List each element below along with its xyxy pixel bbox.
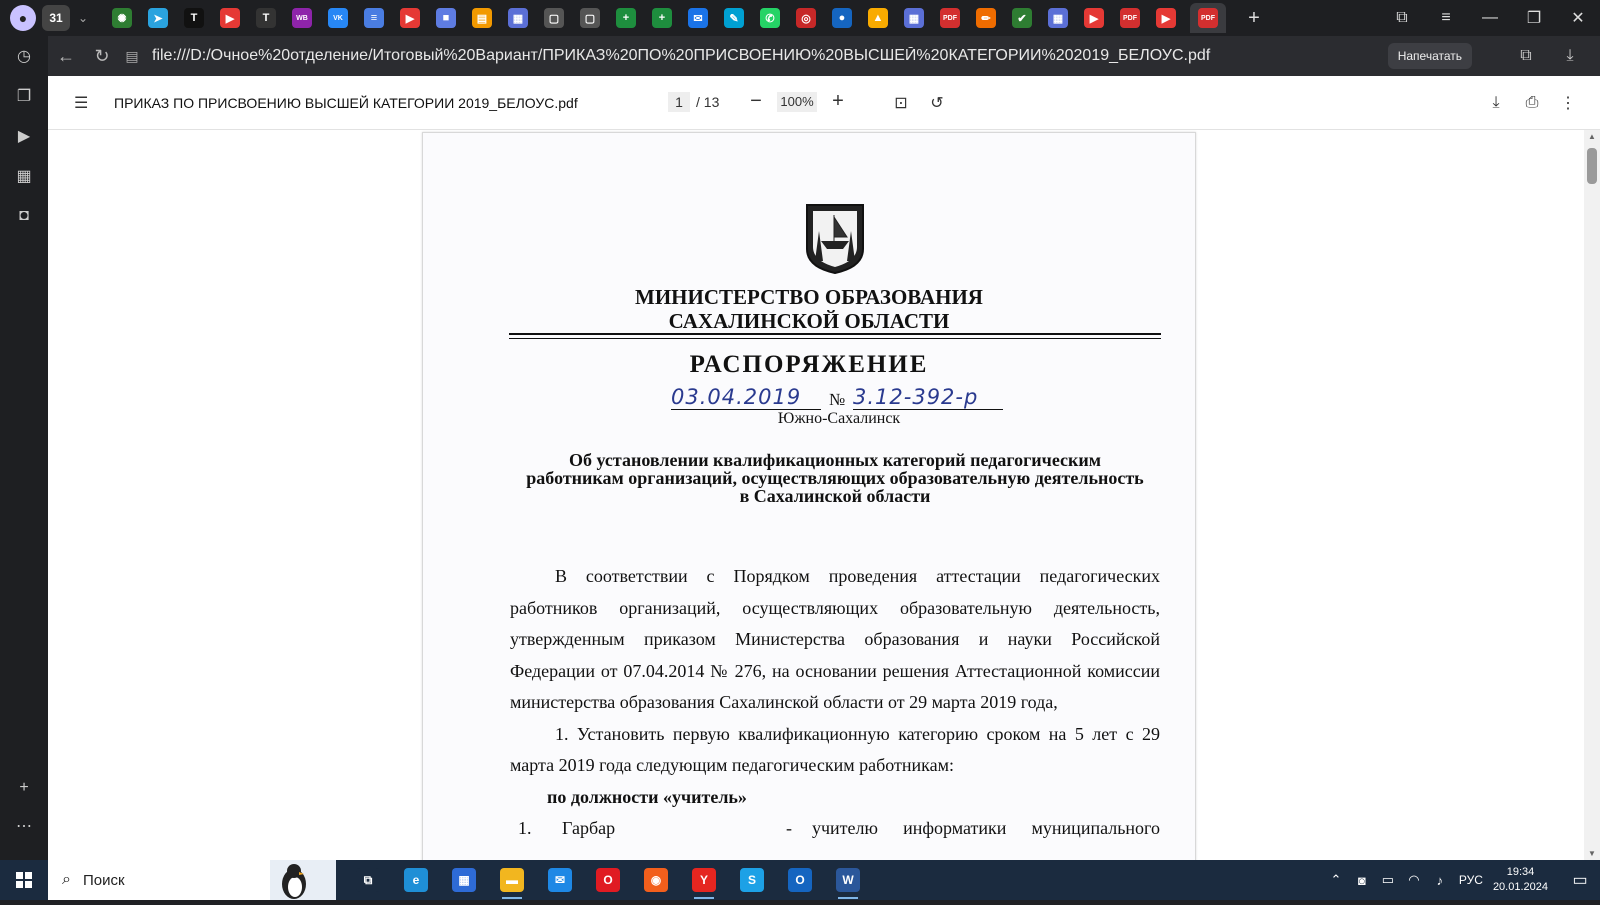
order-date: 03.04.2019 [671, 385, 821, 410]
video-icon[interactable]: ▶ [17, 128, 31, 145]
telegram-icon[interactable]: ➤ [146, 6, 170, 30]
pinned-tabs [104, 3, 1232, 33]
list-item [510, 813, 1160, 845]
browser-sidebar [0, 36, 48, 860]
item-paragraph: 1. Установить первую квалификационную категорию сроком на 5 лет с 29 марта 2019 года следующим педагогическим работникам: [510, 723, 1160, 775]
order-number: 3.12-392-р [853, 385, 1003, 410]
pinned-apps [344, 860, 872, 900]
forms-icon[interactable]: ▦ [1046, 6, 1070, 30]
add-icon[interactable]: + [19, 779, 29, 796]
pdf-toolbar [48, 76, 1600, 130]
drive-icon[interactable]: ▲ [866, 6, 890, 30]
subject-line: в Сахалинской области [739, 486, 931, 506]
system-tray [1323, 860, 1600, 900]
order-body [510, 561, 1160, 845]
slides-icon[interactable]: ▤ [470, 6, 494, 30]
pdf-filename: ПРИКАЗ ПО ПРИСВОЕНИЮ ВЫСШЕЙ КАТЕГОРИИ 2019_БЕЛОУС.pdf [114, 94, 578, 111]
pdf-icon[interactable]: PDF [1118, 6, 1142, 30]
check-icon[interactable]: ✔ [1010, 6, 1034, 30]
zoom-in-icon[interactable]: + [832, 90, 844, 112]
calendar-icon[interactable]: ▦ [16, 168, 32, 185]
preamble-paragraph: В соответствии с Порядком проведения аттестации педагогических работников организаций, осуществляющих образовательную деятельность, утвержденным приказом Министерства образования и науки Российской Федерации от 07.04.2014 № 276, на основании решения Аттестационной комиссии министерства образования Сахалинской области от 29 марта 2019 года, [510, 566, 1160, 712]
forms-icon[interactable]: ▦ [506, 6, 530, 30]
task-view-icon[interactable]: ⧉ [344, 860, 392, 900]
mail-icon[interactable]: ✉ [686, 6, 710, 30]
tabs-panel-icon[interactable]: ❐ [16, 88, 32, 105]
cube-icon[interactable]: ■ [434, 6, 458, 30]
print-button[interactable]: Напечатать [1388, 43, 1472, 69]
window-controls [1380, 0, 1600, 36]
store-icon[interactable]: ▦ [440, 860, 488, 900]
pencil-icon[interactable]: ✏ [974, 6, 998, 30]
url-field[interactable]: file:///D:/Очное%20отделение/Итоговый%20Вариант/ПРИКАЗ%20ПО%20ПРИСВОЕНИЮ%20ВЫСШЕЙ%20КАТЕГОРИИ%202019_БЕЛОУС.pdf [152, 47, 1211, 64]
windows-taskbar [0, 860, 1600, 900]
view-tools [883, 90, 955, 116]
chat-icon[interactable]: ✎ [722, 6, 746, 30]
order-subject [509, 451, 1161, 505]
sheets-icon[interactable]: + [650, 6, 674, 30]
minimize-icon[interactable]: — [1482, 9, 1498, 26]
skype-icon[interactable]: S [728, 860, 776, 900]
whatsapp-icon[interactable]: ✆ [758, 6, 782, 30]
profile-icon[interactable]: ● [10, 5, 36, 31]
hamburger-menu-icon[interactable]: ☰ [74, 94, 89, 112]
explorer-icon[interactable]: ▬ [488, 860, 536, 900]
file-icon: ▤ [125, 47, 139, 64]
list-item-text: учителю информатики муниципального [812, 818, 1160, 838]
scroll-thumb[interactable] [1587, 148, 1597, 184]
edge-icon[interactable]: e [392, 860, 440, 900]
scroll-up-icon[interactable]: ▲ [1588, 132, 1596, 141]
ministry-name [423, 285, 1195, 333]
city-name: Южно-Сахалинск [777, 410, 901, 427]
youtube-icon[interactable]: ▶ [398, 6, 422, 30]
list-item-number: 1. [518, 818, 532, 838]
youtube-icon[interactable]: ▶ [1154, 6, 1178, 30]
tab-active-label: 31 [49, 11, 63, 25]
meet-icon[interactable]: ◙ [1357, 872, 1366, 888]
scrollbar[interactable] [1584, 130, 1600, 860]
collections-icon[interactable]: ⧉ [1396, 9, 1408, 26]
search-input[interactable]: Поиск [82, 871, 125, 889]
pdf-icon[interactable]: PDF [1190, 3, 1226, 33]
sheets-icon[interactable]: + [614, 6, 638, 30]
screenshot-icon[interactable]: ◘ [19, 207, 29, 224]
taskbar-search[interactable] [48, 860, 336, 900]
word-icon[interactable]: W [824, 860, 872, 900]
yandex-icon[interactable]: Y [680, 860, 728, 900]
pdf-viewport[interactable] [48, 130, 1584, 860]
pdf-page [422, 132, 1196, 860]
address-bar [48, 36, 1600, 76]
docs-icon[interactable]: ≡ [362, 6, 386, 30]
wifi-icon[interactable]: ◠ [1408, 872, 1420, 887]
timeweb-icon[interactable]: T [254, 6, 278, 30]
list-item-name: Гарбар [562, 818, 616, 838]
page-indicator [668, 92, 719, 112]
page-number-input[interactable]: 1 [668, 92, 690, 112]
pdf-icon[interactable]: PDF [938, 6, 962, 30]
download-icon[interactable]: ⤓ [1566, 47, 1574, 64]
file-icon[interactable]: ▢ [578, 6, 602, 30]
opera-icon[interactable]: O [584, 860, 632, 900]
circle-icon[interactable]: ◎ [794, 6, 818, 30]
page-total: / 13 [696, 94, 720, 110]
clock-date: 20.01.2024 [1492, 881, 1548, 893]
outlook-icon[interactable]: O [776, 860, 824, 900]
language-indicator[interactable]: РУС [1458, 873, 1483, 887]
download-icon[interactable]: ⤓ [1492, 94, 1500, 111]
new-tab-button[interactable]: + [1248, 6, 1260, 29]
order-heading: РАСПОРЯЖЕНИЕ [689, 351, 929, 378]
firefox-icon[interactable]: ◉ [632, 860, 680, 900]
zoom-controls [741, 90, 853, 113]
number-sign: № [829, 390, 846, 409]
rotate-icon[interactable]: ↺ [930, 95, 944, 112]
notification-icon[interactable]: ▭ [1572, 872, 1588, 889]
windows-logo-icon [16, 872, 32, 888]
clock-time: 19:34 [1506, 866, 1535, 878]
address-bar-actions [1504, 42, 1592, 70]
zoom-out-icon[interactable]: − [750, 90, 762, 112]
coat-of-arms-icon [803, 201, 867, 275]
search-highlight-image[interactable] [270, 860, 336, 900]
battery-icon[interactable]: ▭ [1381, 872, 1395, 887]
clock[interactable] [1493, 865, 1548, 895]
position-label: по должности «учитель» [547, 786, 747, 807]
start-button[interactable] [0, 860, 48, 900]
tproger-icon[interactable]: T [182, 6, 206, 30]
reader-icon[interactable]: ⧉ [1520, 47, 1532, 64]
wildberries-icon[interactable]: WB [290, 6, 314, 30]
ai-assistant-icon[interactable]: ✺ [110, 6, 134, 30]
youtube-icon[interactable]: ▶ [1082, 6, 1106, 30]
subject-line: Об установлении квалификационных категорий педагогическим [568, 450, 1102, 470]
list-item-dash: - [786, 818, 792, 838]
tab-active[interactable] [42, 5, 70, 31]
scroll-down-icon[interactable]: ▼ [1588, 849, 1596, 858]
print-icon[interactable]: ⎙ [1525, 94, 1539, 111]
header-rule [509, 333, 1161, 335]
browser-tab-strip [0, 0, 1600, 36]
chevron-down-icon[interactable]: ⌄ [77, 11, 89, 25]
flag-icon[interactable]: ● [830, 6, 854, 30]
menu-icon[interactable]: ≡ [1441, 9, 1451, 26]
history-icon[interactable]: ◷ [17, 48, 31, 65]
more-options-icon[interactable]: ⋮ [1560, 95, 1576, 112]
ministry-line2: САХАЛИНСКОЙ ОБЛАСТИ [668, 309, 950, 333]
mail-icon[interactable]: ✉ [536, 860, 584, 900]
search-icon: ⌕ [62, 871, 71, 888]
vk-icon[interactable]: VK [326, 6, 350, 30]
volume-icon[interactable]: ♪ [1436, 872, 1444, 888]
chevron-up-icon[interactable]: ⌃ [1330, 872, 1342, 887]
youtube-icon[interactable]: ▶ [218, 6, 242, 30]
fit-page-icon[interactable]: ⊡ [894, 95, 908, 112]
subject-line: работникам организаций, осуществляющих образовательную деятельность [526, 468, 1144, 488]
ministry-line1: МИНИСТЕРСТВО ОБРАЗОВАНИЯ [635, 285, 983, 309]
back-icon[interactable]: ← [57, 45, 75, 66]
forms-icon[interactable]: ▦ [902, 6, 926, 30]
reload-icon[interactable]: ↻ [94, 45, 110, 66]
restore-icon[interactable]: ❐ [1526, 10, 1542, 27]
more-icon[interactable]: ⋯ [16, 818, 32, 835]
zoom-level[interactable]: 100% [777, 92, 817, 112]
header-rule-thin [509, 338, 1161, 339]
close-icon[interactable]: ✕ [1571, 10, 1585, 27]
file-icon[interactable]: ▢ [542, 6, 566, 30]
pdf-actions [1478, 90, 1586, 116]
